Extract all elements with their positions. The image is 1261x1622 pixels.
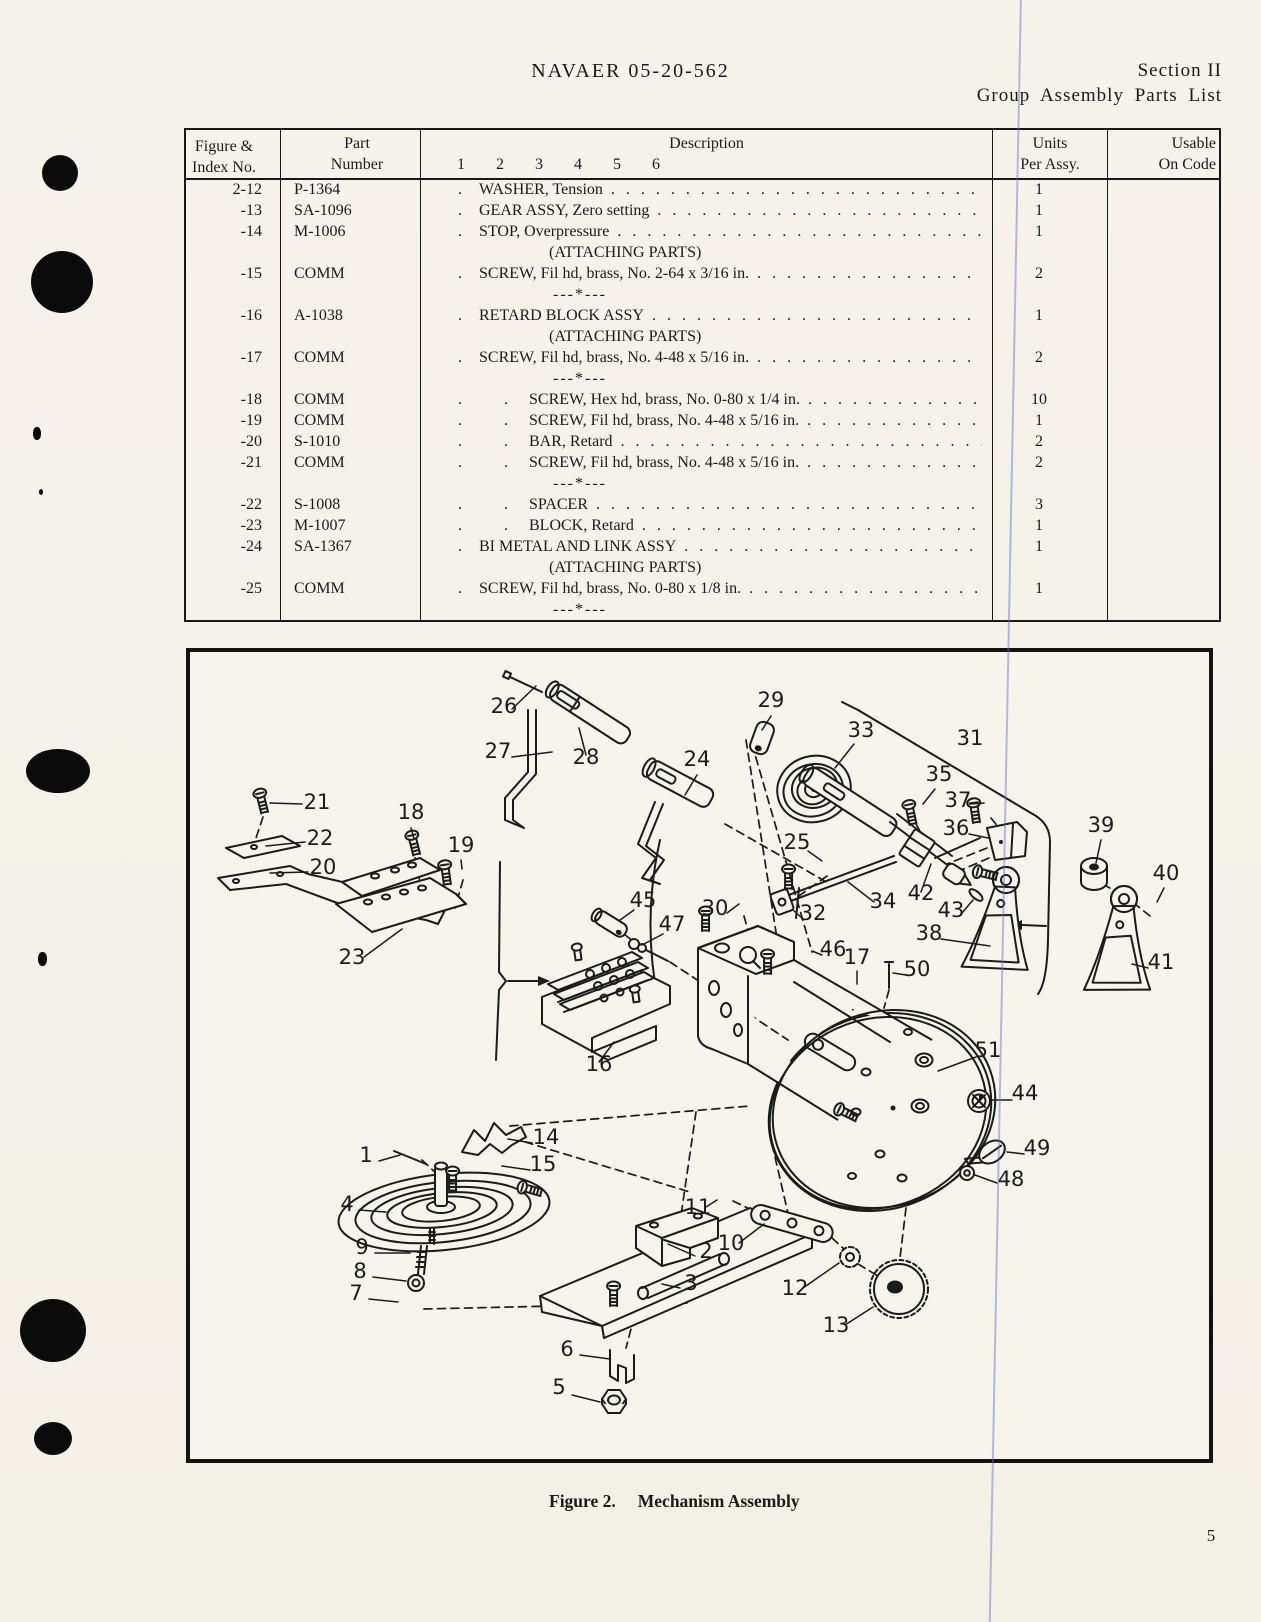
callout-11: 11 <box>684 1195 712 1219</box>
cell-usable-code <box>1108 348 1219 369</box>
callout-39: 39 <box>1087 813 1115 837</box>
cell-part-number: P-1364 <box>281 180 421 201</box>
cell-index: -22 <box>186 494 281 515</box>
cell-index: -15 <box>186 264 281 285</box>
figure-caption <box>549 1491 800 1512</box>
cell-usable-code <box>1108 578 1219 599</box>
callout-8: 8 <box>353 1259 367 1283</box>
cell-usable-code <box>1108 180 1219 201</box>
callout-20: 20 <box>309 855 337 879</box>
callout-21: 21 <box>303 790 331 814</box>
cell-units: 1 <box>993 578 1108 599</box>
table-row <box>186 180 1219 201</box>
table-row <box>186 431 1219 452</box>
punch-mark <box>31 251 93 313</box>
table-row <box>186 515 1219 536</box>
header-part-number: Part Number <box>281 130 421 178</box>
cell-usable-code <box>1108 536 1219 557</box>
callout-51: 51 <box>974 1038 1002 1062</box>
cell-part-number: COMM <box>281 390 421 411</box>
callout-3: 3 <box>684 1271 698 1295</box>
cell-usable-code <box>1108 494 1219 515</box>
callout-23: 23 <box>338 945 366 969</box>
cell-index: -16 <box>186 306 281 327</box>
cell-units: 2 <box>993 431 1108 452</box>
cell-index: -17 <box>186 348 281 369</box>
mechanism-frame-body <box>698 926 1023 1242</box>
table-row <box>186 473 1219 494</box>
cell-description: . . BAR, Retard . . . <box>421 431 993 452</box>
cell-description: . SCREW, Fil hd, brass, No. 0-80 x 1/8 in. . . . <box>421 578 993 599</box>
cell-separator: ---*--- <box>421 285 993 306</box>
table-row <box>186 557 1219 578</box>
cell-index: -24 <box>186 536 281 557</box>
cell-part-number: M-1007 <box>281 515 421 536</box>
table-row <box>186 222 1219 243</box>
table-row <box>186 410 1219 431</box>
base-plate-parts <box>540 1208 812 1413</box>
callout-25: 25 <box>783 830 811 854</box>
parts-table <box>184 128 1221 622</box>
cell-units: 1 <box>993 201 1108 222</box>
callout-2: 2 <box>699 1239 713 1263</box>
table-row <box>186 327 1219 348</box>
callout-28: 28 <box>572 745 600 769</box>
cell-description: . . SCREW, Hex hd, brass, No. 0-80 x 1/4 in. . . . <box>421 390 993 411</box>
cell-description: . BI METAL AND LINK ASSY . . . <box>421 536 993 557</box>
cell-units: 2 <box>993 452 1108 473</box>
cell-part-number: A-1038 <box>281 306 421 327</box>
cell-index: -14 <box>186 222 281 243</box>
callout-17: 17 <box>843 945 871 969</box>
callout-16: 16 <box>585 1052 613 1076</box>
cell-part-number: COMM <box>281 578 421 599</box>
callout-38: 38 <box>915 921 943 945</box>
cell-index: -20 <box>186 431 281 452</box>
table-row <box>186 264 1219 285</box>
cell-part-number: COMM <box>281 452 421 473</box>
cell-separator: ---*--- <box>421 473 993 494</box>
cell-usable-code <box>1108 452 1219 473</box>
cell-index: -13 <box>186 201 281 222</box>
ink-speck <box>33 427 41 440</box>
callout-24: 24 <box>683 747 711 771</box>
callout-9: 9 <box>355 1235 369 1259</box>
callout-32: 32 <box>799 901 827 925</box>
callout-6: 6 <box>560 1337 574 1361</box>
callout-18: 18 <box>397 800 425 824</box>
cell-part-number: SA-1367 <box>281 536 421 557</box>
callout-42: 42 <box>907 881 935 905</box>
callout-45: 45 <box>629 888 657 912</box>
table-row <box>186 306 1219 327</box>
callout-35: 35 <box>925 762 953 786</box>
callout-33: 33 <box>847 718 875 742</box>
cell-description: . . SCREW, Fil hd, brass, No. 4-48 x 5/16 in. . . . <box>421 410 993 431</box>
header-description: Description 1 2 3 4 5 6 <box>421 130 993 178</box>
table-row <box>186 348 1219 369</box>
callout-31: 31 <box>956 726 984 750</box>
tension-washer-plate-parts <box>218 836 466 932</box>
cell-part-number: COMM <box>281 410 421 431</box>
callout-14: 14 <box>532 1125 560 1149</box>
callout-26: 26 <box>490 694 518 718</box>
figure-frame <box>186 648 1213 1463</box>
table-row <box>186 494 1219 515</box>
callout-4: 4 <box>340 1192 354 1216</box>
cell-description: . . SPACER . . . <box>421 494 993 515</box>
cell-usable-code <box>1108 201 1219 222</box>
cell-units: 1 <box>993 180 1108 201</box>
cell-usable-code <box>1108 431 1219 452</box>
callout-44: 44 <box>1011 1081 1039 1105</box>
exploded-view-drawing <box>218 671 1209 1413</box>
cell-index: -23 <box>186 515 281 536</box>
cell-units: 3 <box>993 494 1108 515</box>
figure-caption-title: Mechanism Assembly <box>637 1491 800 1511</box>
cell-description: . GEAR ASSY, Zero setting . . . <box>421 201 993 222</box>
cell-separator: ---*--- <box>421 369 993 390</box>
callout-15: 15 <box>529 1152 557 1176</box>
ink-speck <box>38 952 47 966</box>
screw-44 <box>968 1090 990 1112</box>
callout-27: 27 <box>484 739 512 763</box>
callout-1: 1 <box>359 1143 373 1167</box>
callout-37: 37 <box>944 788 972 812</box>
table-body <box>186 180 1219 620</box>
cell-attaching-parts-note: (ATTACHING PARTS) <box>421 243 993 264</box>
cell-part-number: M-1006 <box>281 222 421 243</box>
cell-description: . . SCREW, Fil hd, brass, No. 4-48 x 5/16 in. . . . <box>421 452 993 473</box>
retard-block-assy <box>542 943 670 1060</box>
cell-units: 1 <box>993 536 1108 557</box>
table-row <box>186 390 1219 411</box>
header-units: Units Per Assy. <box>993 130 1108 178</box>
cell-usable-code <box>1108 410 1219 431</box>
ink-speck <box>39 489 43 495</box>
cell-description: . SCREW, Fil hd, brass, No. 2-64 x 3/16 in. . . . <box>421 264 993 285</box>
callout-22: 22 <box>306 826 334 850</box>
cell-part-number: COMM <box>281 348 421 369</box>
callout-7: 7 <box>349 1281 363 1305</box>
cell-units: 1 <box>993 410 1108 431</box>
table-row <box>186 599 1219 620</box>
figure-caption-label: Figure 2. <box>549 1491 616 1511</box>
cell-part-number: S-1008 <box>281 494 421 515</box>
callout-48: 48 <box>997 1167 1025 1191</box>
header-figure-index: Figure & Index No. <box>186 130 281 178</box>
cell-description: . WASHER, Tension . . . <box>421 180 993 201</box>
cell-description: . RETARD BLOCK ASSY . . . <box>421 306 993 327</box>
hex-nut <box>602 1390 626 1413</box>
callout-36: 36 <box>942 816 970 840</box>
callout-29: 29 <box>757 688 785 712</box>
cell-units: 10 <box>993 390 1108 411</box>
cell-units: 1 <box>993 515 1108 536</box>
section-subtitle: Group Assembly Parts List <box>976 85 1222 106</box>
doc-number: NAVAER 05-20-562 <box>531 60 730 82</box>
callout-30: 30 <box>701 896 729 920</box>
cell-part-number: SA-1096 <box>281 201 421 222</box>
cell-units: 2 <box>993 264 1108 285</box>
cell-description: . SCREW, Fil hd, brass, No. 4-48 x 5/16 in. . . . <box>421 348 993 369</box>
cell-usable-code <box>1108 515 1219 536</box>
punch-mark <box>20 1299 86 1362</box>
table-row <box>186 536 1219 557</box>
cell-units: 2 <box>993 348 1108 369</box>
table-row <box>186 452 1219 473</box>
callout-5: 5 <box>552 1375 566 1399</box>
cell-description: . STOP, Overpressure . . . <box>421 222 993 243</box>
table-row <box>186 578 1219 599</box>
table-row <box>186 369 1219 390</box>
parts-table-header <box>186 130 1219 180</box>
callout-43: 43 <box>937 898 965 922</box>
cell-description: . . BLOCK, Retard . . . <box>421 515 993 536</box>
section-title: Section II <box>1137 60 1222 81</box>
cell-attaching-parts-note: (ATTACHING PARTS) <box>421 327 993 348</box>
cell-index: -18 <box>186 390 281 411</box>
cell-index: 2-12 <box>186 180 281 201</box>
cell-usable-code <box>1108 390 1219 411</box>
callout-12: 12 <box>781 1276 809 1300</box>
table-row <box>186 201 1219 222</box>
callout-49: 49 <box>1023 1136 1051 1160</box>
callout-50: 50 <box>903 957 931 981</box>
cell-usable-code <box>1108 264 1219 285</box>
callout-10: 10 <box>717 1231 745 1255</box>
table-row <box>186 243 1219 264</box>
callout-19: 19 <box>447 833 475 857</box>
cell-units: 1 <box>993 222 1108 243</box>
cell-separator: ---*--- <box>421 599 993 620</box>
callout-40: 40 <box>1152 861 1180 885</box>
page-number: 5 <box>1206 1526 1216 1545</box>
spacer-nut <box>1081 858 1107 890</box>
cell-units: 1 <box>993 306 1108 327</box>
callout-34: 34 <box>869 889 897 913</box>
cell-index: -19 <box>186 410 281 431</box>
callout-47: 47 <box>658 912 686 936</box>
cell-part-number: COMM <box>281 264 421 285</box>
callout-46: 46 <box>819 937 847 961</box>
cell-index: -25 <box>186 578 281 599</box>
coupling-block <box>987 822 1027 860</box>
header-usable-on-code: Usable On Code <box>1158 135 1216 173</box>
table-row <box>186 285 1219 306</box>
gear <box>870 1260 928 1318</box>
callout-41: 41 <box>1147 950 1175 974</box>
figure-canvas <box>190 652 1209 1459</box>
cell-usable-code <box>1108 306 1219 327</box>
cell-usable-code <box>1108 222 1219 243</box>
cell-attaching-parts-note: (ATTACHING PARTS) <box>421 557 993 578</box>
cell-index: -21 <box>186 452 281 473</box>
indent-level-scale: 1 2 3 4 5 6 <box>457 156 660 173</box>
punch-mark <box>42 155 78 191</box>
callout-13: 13 <box>822 1313 850 1337</box>
punch-mark <box>26 749 90 793</box>
punch-mark <box>34 1422 72 1455</box>
cell-part-number: S-1010 <box>281 431 421 452</box>
